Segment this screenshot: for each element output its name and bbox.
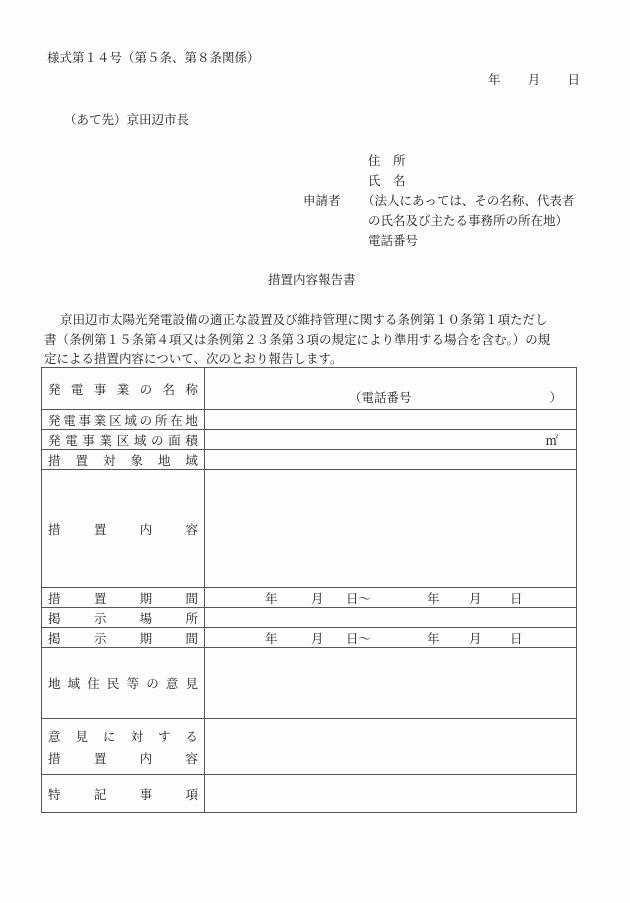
label-char: 対 <box>102 452 116 468</box>
label-char: 意 <box>165 676 179 691</box>
table-row-opinion-response <box>42 719 577 775</box>
phone-open: （電話番号 <box>349 390 412 405</box>
value-opinion-response[interactable] <box>205 719 577 775</box>
label-char: 置 <box>93 750 107 766</box>
label-char: 置 <box>93 521 107 537</box>
value-notice-period[interactable] <box>205 628 577 648</box>
label-notice-period <box>48 629 198 647</box>
document-title: 措置内容報告書 <box>268 272 356 287</box>
label-char: 措 <box>48 590 61 606</box>
label-char: 意 <box>48 728 61 744</box>
table-row-notice-place <box>42 608 577 628</box>
label-char: 掲 <box>48 610 61 626</box>
form-number: 様式第１４号（第５条、第８条関係） <box>47 50 260 65</box>
start-month-label: 月 <box>311 590 324 606</box>
label-char: 示 <box>93 610 107 626</box>
table-row-resident-opinion <box>42 648 577 719</box>
label-char: 域 <box>124 412 137 428</box>
label-char: 見 <box>185 676 198 691</box>
label-char: 所 <box>154 412 168 428</box>
label-measure-period <box>48 589 198 607</box>
end-day-label: 日 <box>510 590 523 606</box>
label-char: 内 <box>139 750 153 766</box>
label-char: 地 <box>185 412 198 428</box>
label-location <box>48 411 198 429</box>
value-area[interactable] <box>205 430 577 450</box>
label-char: 区 <box>116 432 130 448</box>
body-line-1: 京田辺市太陽光発電設備の適正な設置及び維持管理に関する条例第１０条第１項ただし <box>60 312 548 327</box>
day-label: 日 <box>567 72 580 87</box>
applicant-note-line1: （法人にあっては、その名称、代表者 <box>362 193 575 208</box>
value-resident-opinion[interactable] <box>205 648 577 719</box>
label-char: 地 <box>48 676 61 691</box>
label-char: 記 <box>93 786 107 802</box>
label-char: 発 <box>48 412 61 428</box>
label-char: 置 <box>93 590 107 606</box>
label-char: 称 <box>185 381 198 397</box>
label-char: 積 <box>185 432 198 448</box>
label-char: の <box>139 412 153 428</box>
start-year-label: 年 <box>265 590 278 606</box>
table-row-special-notes <box>42 775 577 813</box>
label-char: 容 <box>185 750 198 766</box>
label-char: 在 <box>170 412 183 428</box>
name-label: 氏 名 <box>368 173 406 188</box>
label-char: 域 <box>133 432 147 448</box>
table-row-measure-period <box>42 588 577 608</box>
label-char: 住 <box>87 676 100 691</box>
label-char: 対 <box>130 728 143 744</box>
label-char: 事 <box>78 412 92 428</box>
label-char: 面 <box>168 432 181 448</box>
phone-close: ） <box>549 390 562 405</box>
label-opinion-response-line2 <box>48 749 198 767</box>
addressee: （あて先）京田辺市長 <box>64 112 190 127</box>
table-row-measure-content <box>42 470 577 588</box>
body-line-3: 定による措置内容について、次のとおり報告します。 <box>44 351 343 366</box>
label-char: 等 <box>126 676 140 691</box>
value-location[interactable] <box>205 410 577 430</box>
label-notice-place <box>48 609 198 627</box>
value-business-name[interactable] <box>205 368 577 410</box>
body-line-2: 書（条例第１５条第４項又は条例第２３条第３項の規定により準用する場合を含む。）の規 <box>44 332 551 347</box>
label-char: 電 <box>65 432 78 448</box>
label-char: 業 <box>93 412 107 428</box>
label-char: 期 <box>139 630 153 646</box>
date-field[interactable] <box>488 70 580 88</box>
label-char: 間 <box>185 630 198 646</box>
label-char: 措 <box>48 452 61 468</box>
label-area <box>48 431 198 449</box>
label-char: 名 <box>162 381 176 397</box>
month-label: 月 <box>527 72 541 87</box>
label-char: に <box>102 728 116 744</box>
label-measure-content <box>48 520 198 538</box>
label-char: の <box>146 676 159 691</box>
label-opinion-response-line1 <box>48 727 198 745</box>
label-char: 事 <box>139 786 153 802</box>
value-special-notes[interactable] <box>205 775 577 813</box>
label-char: 措 <box>48 750 61 766</box>
label-target-area <box>48 451 198 469</box>
label-char: 置 <box>75 452 88 468</box>
label-char: 事 <box>82 432 95 448</box>
label-char: 事 <box>93 381 107 397</box>
label-char: 示 <box>93 630 107 646</box>
label-char: 域 <box>185 452 198 468</box>
label-char: 間 <box>185 590 198 606</box>
label-char: の <box>139 381 153 397</box>
year-label: 年 <box>488 72 501 87</box>
label-char: 域 <box>67 676 81 691</box>
label-business-name <box>48 380 198 398</box>
applicant-note-line2: の氏名及び主たる事務所の所在地） <box>368 213 569 228</box>
value-target-area[interactable] <box>205 450 577 470</box>
value-measure-period[interactable] <box>205 588 577 608</box>
label-char: 特 <box>48 786 61 802</box>
label-char: 見 <box>75 728 88 744</box>
label-char: 象 <box>130 452 143 468</box>
applicant-label: 申請者 <box>303 193 341 208</box>
label-char: 掲 <box>48 630 61 646</box>
start-month-label: 月 <box>311 630 324 646</box>
label-char: 地 <box>157 452 171 468</box>
label-char: 電 <box>63 412 76 428</box>
value-notice-place[interactable] <box>205 608 577 628</box>
label-resident-opinion <box>48 674 198 692</box>
label-char: 期 <box>139 590 153 606</box>
unit-square-meter: ㎡ <box>545 432 558 448</box>
label-char: 発 <box>48 432 61 448</box>
label-char: す <box>157 728 171 744</box>
start-day-label: 日～ <box>346 590 372 606</box>
table-row-area <box>42 430 577 450</box>
label-special-notes <box>48 785 198 803</box>
address-label: 住 所 <box>368 153 406 168</box>
label-char: 業 <box>116 381 130 397</box>
start-year-label: 年 <box>265 630 278 646</box>
report-table <box>41 367 577 813</box>
label-char: 容 <box>185 521 198 537</box>
label-char: 所 <box>185 610 198 626</box>
start-day-label: 日～ <box>346 630 372 646</box>
table-row-business-name <box>42 368 577 410</box>
end-year-label: 年 <box>427 630 440 646</box>
label-char: の <box>151 432 164 448</box>
label-char: 項 <box>185 786 198 802</box>
label-char: 場 <box>139 610 153 626</box>
label-char: 業 <box>99 432 113 448</box>
label-char: る <box>185 728 198 744</box>
end-month-label: 月 <box>469 630 482 646</box>
end-month-label: 月 <box>469 590 482 606</box>
table-row-notice-period <box>42 628 577 648</box>
label-char: 区 <box>109 412 122 428</box>
end-year-label: 年 <box>427 590 440 606</box>
label-char: 内 <box>139 521 153 537</box>
label-char: 発 <box>48 381 61 397</box>
table-row-location <box>42 410 577 430</box>
table-row-target-area <box>42 450 577 470</box>
label-char: 民 <box>106 676 120 691</box>
label-char: 電 <box>70 381 84 397</box>
label-char: 措 <box>48 521 61 537</box>
end-day-label: 日 <box>510 630 523 646</box>
value-measure-content[interactable] <box>205 470 577 588</box>
phone-label: 電話番号 <box>368 233 419 248</box>
